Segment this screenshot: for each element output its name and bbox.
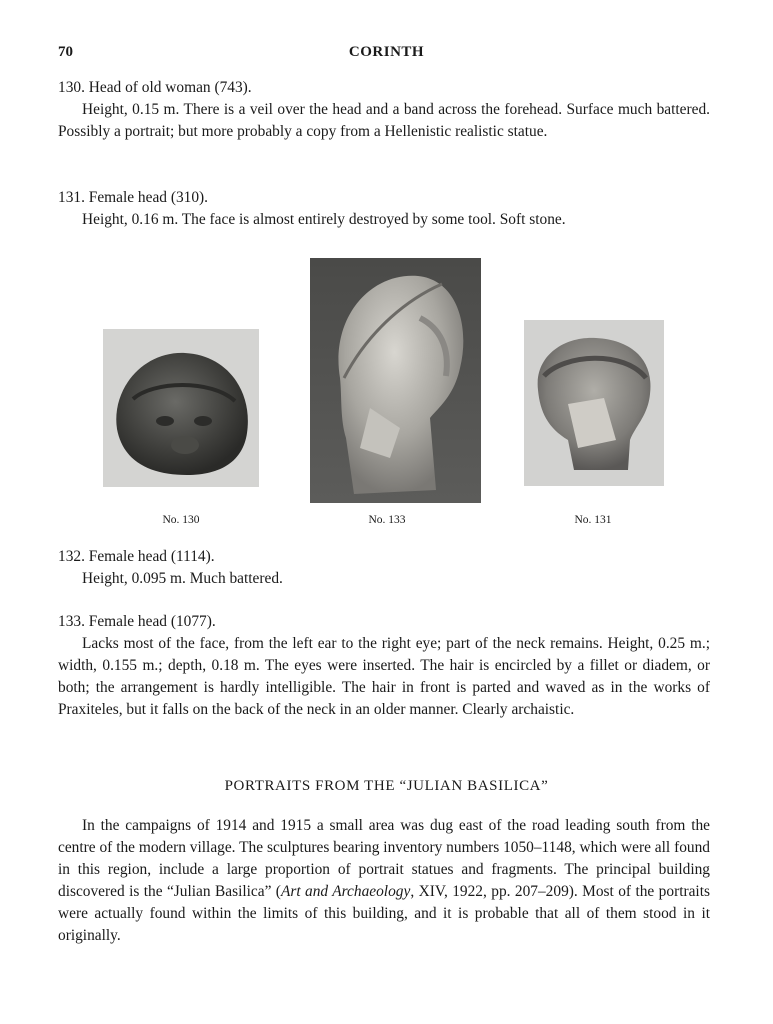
- section-paragraph: [58, 815, 710, 947]
- entry-body: Height, 0.16 m. The face is almost entirely destroyed by some tool. Soft stone.: [82, 211, 566, 228]
- catalogue-entry-133: [58, 611, 710, 721]
- section-heading: PORTRAITS FROM THE “JULIAN BASILICA”: [224, 778, 549, 794]
- entry-body: Height, 0.15 m. There is a veil over the head and a band across the forehead. Surface much battered. Possibly a portrait; but more probably a copy from a Hellenistic realistic statue.: [58, 101, 710, 140]
- running-title: CORINTH: [348, 44, 425, 60]
- figure-caption: No. 130: [162, 514, 200, 526]
- entry-body: Height, 0.095 m. Much battered.: [82, 570, 283, 587]
- entry-heading: 132. Female head (1114).: [58, 548, 215, 565]
- catalogue-entry-131: [58, 187, 710, 231]
- catalogue-entry-130: [58, 77, 710, 143]
- photo-sculpture-head-133: [310, 258, 481, 503]
- photo-sculpture-head-130: [103, 329, 259, 487]
- entry-heading: 133. Female head (1077).: [58, 613, 216, 630]
- figure-caption: No. 131: [574, 514, 612, 526]
- figure-caption: No. 133: [368, 514, 406, 526]
- catalogue-entry-132: [58, 546, 710, 590]
- paragraph-text-part: In the campaigns of 1914 and 1915 a small area was dug east of the road leading south from the centre of the modern village. The sculptures bearing inventory numbers 1050–1148, which were all found in this region, include a large proportion of portrait statues and fragments. The principal building discovered is the “Julian Basilica” (: [58, 817, 710, 900]
- journal-title: Art and Archaeology: [280, 883, 411, 900]
- entry-heading: 131. Female head (310).: [58, 189, 209, 206]
- paragraph-text-part: , XIV, 1922, pp. 207–209). Most of the portraits were actually found within the limits of this building, and it is probable that all of them stood in it originally.: [58, 883, 710, 944]
- entry-heading: 130. Head of old woman (743).: [58, 79, 252, 96]
- page-number: 70: [58, 44, 73, 60]
- entry-body: Lacks most of the face, from the left ear to the right eye; part of the neck remains. Height, 0.25 m.; width, 0.155 m.; depth, 0.18 m. The eyes were inserted. The hair is encircled by a fillet or diadem, or both; the arrangement is hardly intelligible. The hair in front is parted and waved as in the works of Praxiteles, but it falls on the back of the neck in an older manner. Clearly archaistic.: [58, 635, 710, 718]
- photo-sculpture-head-131: [524, 320, 664, 486]
